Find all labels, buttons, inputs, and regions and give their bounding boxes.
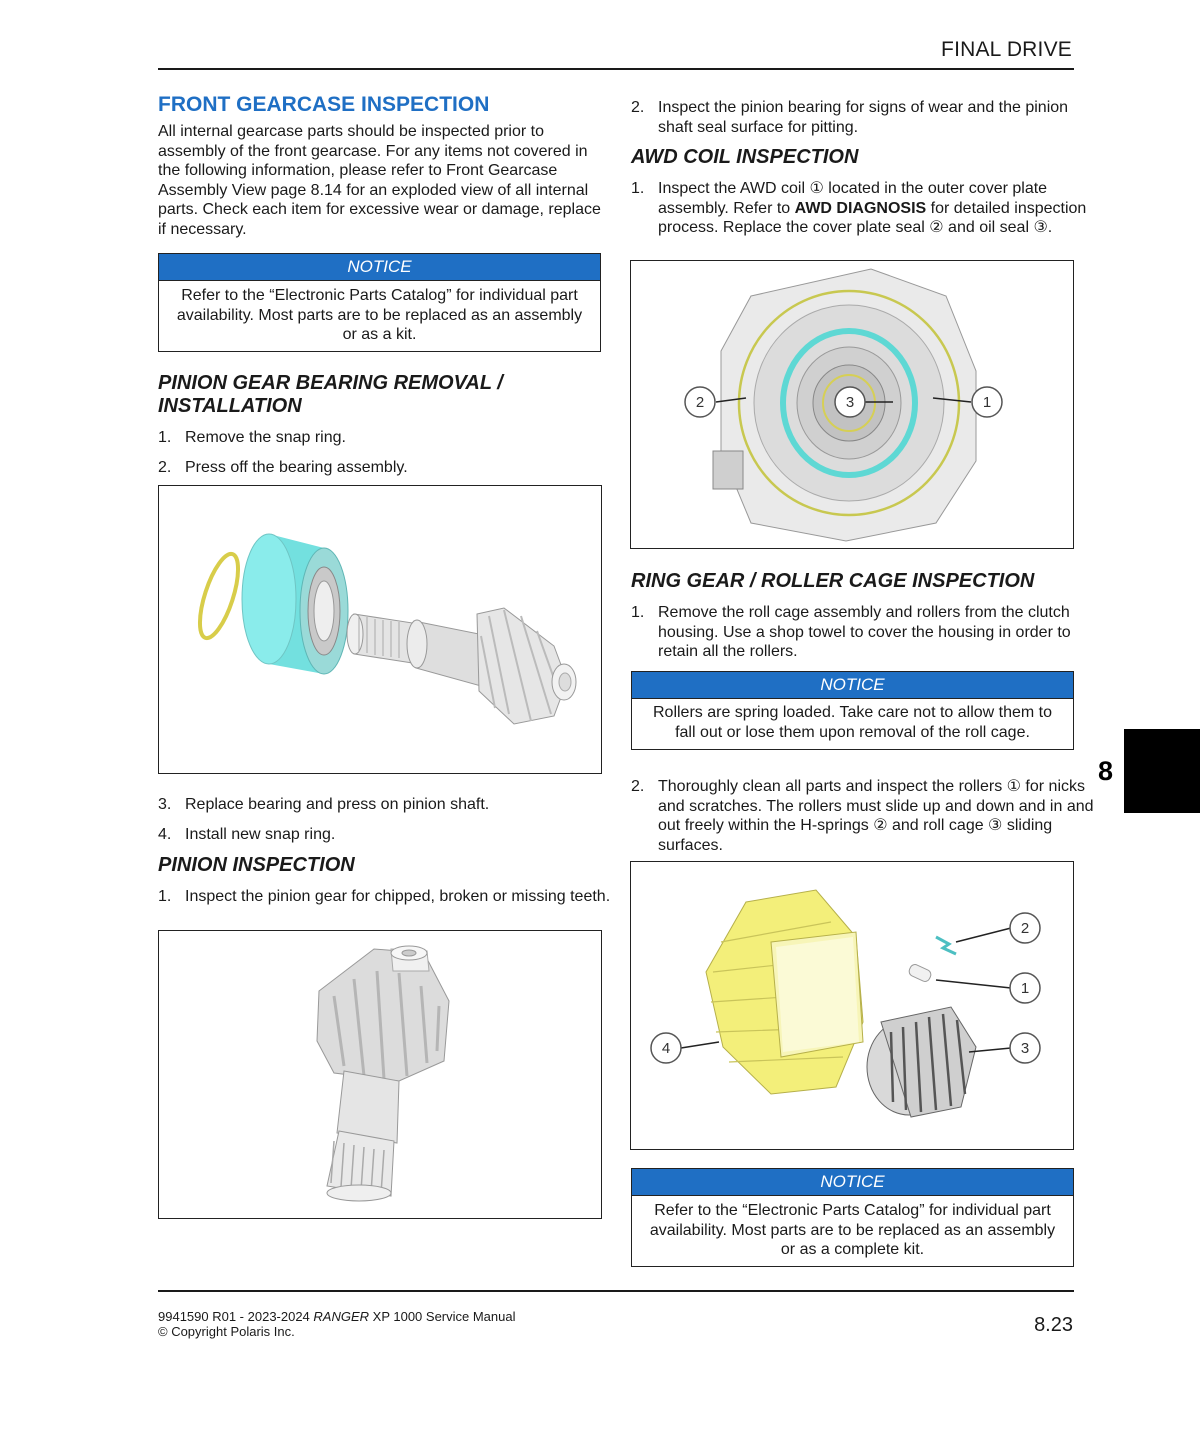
step-text: Remove the roll cage assembly and rollers from the clutch housing. Use a shop towel to cover the housing in order to retain all the rollers. [658, 604, 1071, 660]
header-rule [158, 68, 1074, 70]
awd-coil-heading: AWD COIL INSPECTION [631, 146, 859, 168]
notice-label: NOTICE [632, 1169, 1073, 1196]
list-item [158, 825, 625, 845]
footer-manual-info [158, 1309, 516, 1339]
chapter-tab [1124, 729, 1200, 813]
notice-label: NOTICE [159, 254, 600, 281]
footer-manual-title: XP 1000 Service Manual [369, 1309, 516, 1324]
footer-copyright: © Copyright Polaris Inc. [158, 1324, 295, 1339]
step-text-bold: AWD DIAGNOSIS [794, 199, 927, 217]
list-item [631, 777, 1098, 855]
chapter-tab-number: 8 [1098, 756, 1114, 786]
notice-text: Refer to the “Electronic Parts Catalog” for individual part availability. Most parts are to be replaced as an assembly or as a kit. [176, 287, 583, 343]
callout-label: 3 [1020, 1040, 1030, 1057]
step-number: 2. [631, 99, 645, 116]
list-item [158, 458, 625, 478]
notice-label: NOTICE [632, 672, 1073, 699]
notice-parts-catalog [158, 253, 601, 352]
roller [907, 963, 932, 983]
pinion-gear [477, 608, 576, 724]
callout-label: 1 [1020, 980, 1030, 997]
callout-label: 3 [845, 394, 855, 411]
snap-ring [192, 550, 246, 642]
step-number: 1. [631, 180, 645, 197]
step-text: Replace bearing and press on pinion shaft. [185, 796, 490, 813]
pinion-gear-figure [158, 930, 602, 1219]
pinion-gear-illustration [159, 931, 600, 1217]
step-text: Inspect the pinion gear for chipped, broken or missing teeth. [185, 888, 611, 905]
step-number: 2. [158, 459, 172, 476]
step-text-a: Inspect the AWD coil ① located in the outer cover plate assembly. Refer to [658, 180, 1048, 217]
ring-gear-figure [630, 861, 1074, 1150]
footer-line1 [158, 1309, 516, 1324]
callout-label: 1 [982, 394, 992, 411]
step-number: 3. [158, 796, 172, 813]
notice-rollers [631, 671, 1074, 750]
list-item [158, 795, 625, 815]
awd-coil-figure [630, 260, 1074, 549]
front-gearcase-heading: FRONT GEARCASE INSPECTION [158, 93, 490, 116]
notice-text: Refer to the “Electronic Parts Catalog” for individual part availability. Most parts are to be replaced as an assembly or as a complete kit. [649, 1202, 1056, 1258]
ring-gear-illustration [631, 862, 1072, 1148]
step-text: Install new snap ring. [185, 826, 336, 843]
bearing-removal-heading-line1: PINION GEAR BEARING REMOVAL / [158, 372, 503, 394]
bearing-assembly [242, 534, 348, 674]
ring-gear [706, 890, 863, 1094]
notice-parts-catalog-kit [631, 1168, 1074, 1267]
step-number: 1. [158, 429, 172, 446]
callout-label: 4 [661, 1040, 671, 1057]
footer-doc-number: 9941590 R01 - 2023-2024 [158, 1309, 314, 1324]
step-number: 2. [631, 778, 645, 795]
page-number: 8.23 [1034, 1314, 1073, 1336]
step-text: Inspect the pinion bearing for signs of wear and the pinion shaft seal surface for pitting. [658, 99, 1069, 136]
list-item [631, 603, 1098, 662]
list-item [631, 179, 1098, 238]
front-gearcase-body: All internal gearcase parts should be inspected prior to assembly of the front gearcase. For any items not covered in the following information, please refer to Front Gearcase Assembly View page 8.14 for an exploded view of all internal parts. Check each item for excessive wear or damage, replace if necessary. [158, 123, 601, 238]
step-number: 4. [158, 826, 172, 843]
step-text: Thoroughly clean all parts and inspect the rollers ① for nicks and scratches. The rollers must slide up and down and in and out freely within the H-springs ② and roll cage ③ sliding surfaces. [658, 778, 1094, 854]
section-title: FINAL DRIVE [941, 38, 1072, 61]
step-text: Press off the bearing assembly. [185, 459, 408, 476]
list-item [631, 98, 1098, 137]
bearing-removal-heading [158, 372, 598, 418]
step-text: Remove the snap ring. [185, 429, 346, 446]
pinion-inspection-heading: PINION INSPECTION [158, 854, 355, 876]
pinion-shaft [347, 614, 481, 686]
roller-cage [867, 1007, 976, 1117]
list-item [158, 887, 631, 907]
callout-label: 2 [695, 394, 705, 411]
bearing-pinion-figure [158, 485, 602, 774]
awd-coil-illustration [631, 261, 1072, 547]
pinion-gear-shaft [327, 1071, 399, 1201]
bearing-removal-heading-line2: INSTALLATION [158, 395, 302, 417]
ring-gear-heading: RING GEAR / ROLLER CAGE INSPECTION [631, 570, 1035, 592]
step-number: 1. [158, 888, 172, 905]
callout-label: 2 [1020, 920, 1030, 937]
footer-model: RANGER [313, 1309, 370, 1324]
step-number: 1. [631, 604, 645, 621]
pinion-gear-teeth [317, 946, 449, 1081]
step-text-b: for detailed inspection process. Replace the cover plate seal ② and oil seal ③. [658, 199, 1087, 236]
bearing-pinion-illustration [159, 486, 600, 772]
h-spring [936, 937, 956, 954]
notice-text: Rollers are spring loaded. Take care not to allow them to fall out or lose them upon removal of the roll cage. [652, 704, 1053, 741]
footer-rule [158, 1290, 1074, 1292]
list-item [158, 428, 625, 448]
